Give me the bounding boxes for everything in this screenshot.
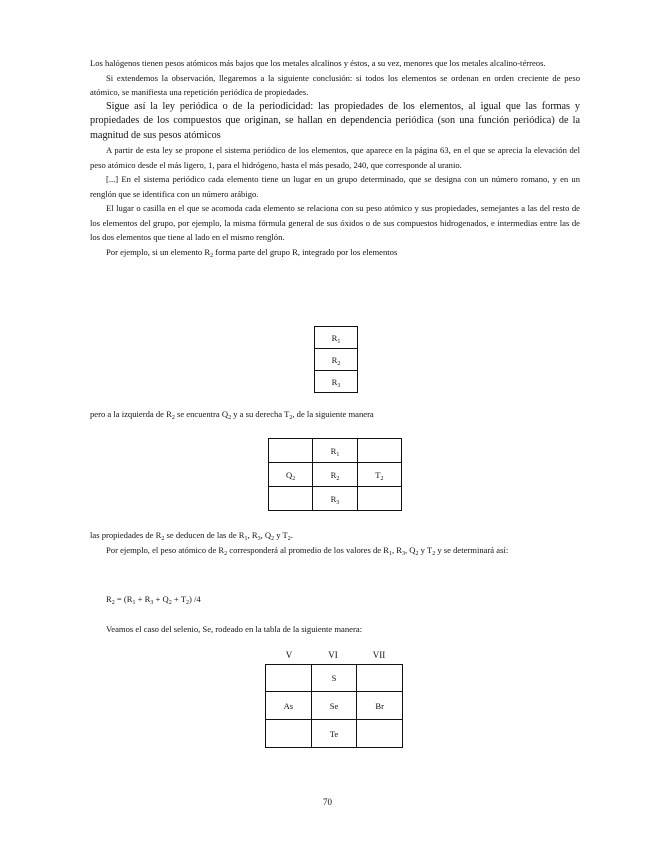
- paragraph: Si extendemos la observación, llegaremos a la siguiente conclusión: si todos los elementos se ordenan en orden creciente de peso atómico, se manifiesta una repetición periódica de propiedades.: [90, 72, 580, 97]
- page-number: 70: [323, 797, 332, 807]
- cell-selenium: Se: [311, 692, 357, 720]
- cell-bromine: Br: [357, 692, 403, 720]
- paragraph: Los halógenos tienen pesos atómicos más bajos que los metales alcalinos y éstos, a su vez, menores que los metales alcalino-térreos.: [90, 58, 546, 68]
- cell-left: $Q_2$: [269, 463, 313, 487]
- cell-bottom: $R_3$: [313, 487, 357, 511]
- empty-cell: [266, 665, 312, 692]
- cell-r2: $R_2$: [315, 349, 358, 371]
- cell-tellurium: Te: [311, 720, 357, 748]
- empty-cell: [357, 720, 403, 748]
- group-header-v: V: [285, 650, 293, 660]
- group-header-vii: VII: [372, 650, 386, 660]
- cell-arsenic: As: [266, 692, 312, 720]
- cell-sulfur: S: [311, 665, 357, 692]
- group-header-vi: VI: [328, 650, 338, 660]
- neighbors-text: pero a la izquierda de $R_2$ se encuentra $Q_2$ y a su derecha $T_2$, de la siguiente manera: [90, 409, 374, 421]
- paragraph: [...] En el sistema periódico cada elemento tiene un lugar en un grupo determinado, que se designa con un número romano, y en un renglón que se identifica con un número arábigo.: [90, 174, 580, 199]
- neighbor-grid-table: [268, 438, 402, 511]
- cell-right: $T_2$: [357, 463, 401, 487]
- average-text: Por ejemplo, el peso atómico de $R_2$ corresponderá al promedio de los valores de $R_1$, $R_3$, $Q_2$ y $T_2$ y se determinará así:: [106, 545, 509, 557]
- deduce-text: las propiedades de $R_2$ se deducen de las de $R_1$, $R_3$, $Q_2$ y $T_2$.: [90, 530, 293, 542]
- formula: $R_2 = (R_1 + R_3 + Q_2 + T_2)$ /4: [106, 594, 201, 606]
- group-column-table: [314, 326, 358, 393]
- selenium-grid-table: [265, 664, 403, 748]
- empty-cell: [357, 487, 401, 511]
- example-intro: Por ejemplo, si un elemento $R_2$ forma parte del grupo R, integrado por los elementos: [106, 246, 398, 259]
- empty-cell: [266, 720, 312, 748]
- cell-r1: $R_1$: [315, 327, 358, 349]
- empty-cell: [357, 439, 401, 463]
- selenium-text: Veamos el caso del selenio, Se, rodeado en la tabla de la siguiente manera:: [106, 624, 363, 634]
- paragraph-periodic-law: Sigue así la ley periódica o de la periodicidad: las propiedades de los elementos, al igual que las formas y propiedades de los compuestos que originan, se hallan en dependencia periódica (son una función periódica) de la magnitud de sus pesos atómicos: [90, 100, 580, 141]
- paragraph: El lugar o casilla en el que se acomoda cada elemento se relaciona con su peso atómico y sus propiedades, semejantes a las del resto de los elementos del grupo, por ejemplo, la misma fórmula general de sus óxidos o de sus compuestos hidrogenados, e intermedias entre las de los dos elementos que tiene al lado en el mismo renglón.: [90, 203, 580, 242]
- empty-cell: [357, 665, 403, 692]
- cell-r3: $R_3$: [315, 371, 358, 393]
- cell-top: $R_1$: [313, 439, 357, 463]
- paragraph: A partir de esta ley se propone el sistema periódico de los elementos, que aparece en la página 63, en el que se aprecia la elevación del peso atómico desde el más ligero, 1, para el hidrógeno, hasta el más pesado, 240, que corresponde al uranio.: [90, 145, 580, 170]
- cell-center: $R_2$: [313, 463, 357, 487]
- empty-cell: [269, 487, 313, 511]
- empty-cell: [269, 439, 313, 463]
- text-body: [90, 56, 580, 259]
